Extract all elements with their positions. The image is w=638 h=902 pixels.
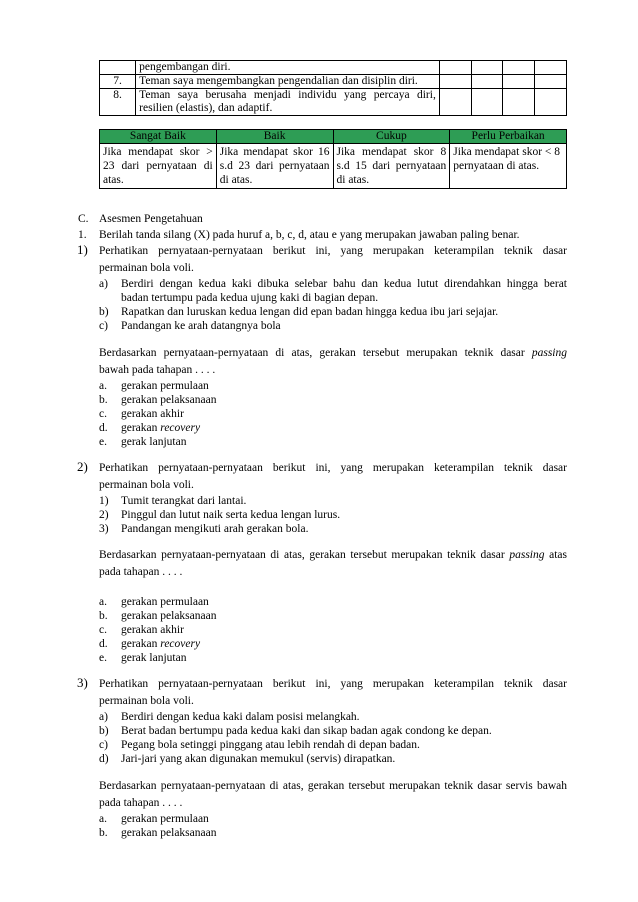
option-text: gerakan pelaksanaan bbox=[121, 610, 217, 622]
option-text: gerakan recovery bbox=[121, 422, 201, 434]
rubric-cell: Jika mendapat skor > 23 dari pernyataan di atas. bbox=[100, 144, 217, 189]
statement-text: Berat badan bertumpu pada kedua kaki dan sikap badan agak condong ke depan. bbox=[121, 725, 492, 737]
question-stem: Perhatikan pernyataan-pernyataan berikut ini, yang merupakan keterampilan teknik dasar bbox=[99, 678, 567, 690]
option-text: gerakan permulaan bbox=[121, 596, 209, 608]
statement-text-cont: badan tertumpu pada kedua ujung kaki di bagian depan. bbox=[121, 292, 379, 304]
row-number bbox=[100, 61, 136, 75]
table-row bbox=[100, 75, 567, 89]
table-row bbox=[100, 89, 567, 116]
option-text: gerak lanjutan bbox=[121, 436, 187, 448]
instruction-number: 1. bbox=[78, 229, 87, 241]
question-prompt: Berdasarkan pernyataan-pernyataan di atas, gerakan tersebut merupakan teknik dasar servis bawah bbox=[99, 780, 567, 792]
option-label: e. bbox=[99, 436, 107, 448]
option-text: gerak lanjutan bbox=[121, 652, 187, 664]
option-label: c. bbox=[99, 624, 107, 636]
rubric-cell: Jika mendapat skor 16 s.d 23 dari pernyataan di atas. bbox=[216, 144, 333, 189]
option-label: b. bbox=[99, 610, 108, 622]
statement-text: Rapatkan dan luruskan kedua lengan did epan badan hingga kedua ibu jari sejajar. bbox=[121, 306, 499, 318]
statement-text: Pandangan ke arah datangnya bola bbox=[121, 320, 281, 332]
statement-label: 1) bbox=[99, 495, 109, 507]
question-number: 2) bbox=[77, 459, 88, 474]
row-statement: pengembangan diri. bbox=[136, 61, 440, 75]
rubric-row bbox=[100, 144, 567, 189]
option-label: d. bbox=[99, 422, 108, 434]
question-number: 3) bbox=[77, 675, 88, 690]
question-number: 1) bbox=[77, 242, 88, 257]
option-text: gerakan recovery bbox=[121, 638, 201, 650]
statement-text: Pandangan mengikuti arah gerakan bola. bbox=[121, 523, 309, 535]
statement-label: d) bbox=[99, 753, 109, 765]
table-row bbox=[100, 61, 567, 75]
statement-text: Berdiri dengan kedua kaki dalam posisi melangkah. bbox=[121, 711, 360, 723]
option-label: a. bbox=[99, 813, 107, 825]
option-text: gerakan permulaan bbox=[121, 813, 209, 825]
question-prompt-cont: pada tahapan . . . . bbox=[99, 566, 183, 578]
rubric-cell: Jika mendapat skor 8 s.d 15 dari pernyataan di atas. bbox=[333, 144, 450, 189]
rubric-header: Baik bbox=[216, 130, 333, 144]
statement-label: c) bbox=[99, 739, 108, 751]
peer-assessment-table bbox=[99, 60, 567, 116]
rubric-header: Perlu Perbaikan bbox=[450, 130, 567, 144]
question-prompt: Berdasarkan pernyataan-pernyataan di atas, gerakan tersebut merupakan teknik dasar passing bbox=[99, 347, 568, 359]
question-prompt-cont: bawah pada tahapan . . . . bbox=[99, 364, 216, 376]
rubric-cell: Jika mendapat skor < 8 pernyataan di atas. bbox=[450, 144, 567, 189]
rubric-table bbox=[99, 129, 567, 189]
statement-label: b) bbox=[99, 725, 109, 737]
section-label: C. bbox=[78, 213, 89, 225]
row-number: 7. bbox=[100, 75, 136, 89]
question-stem-cont: permainan bola voli. bbox=[99, 262, 194, 274]
question-prompt: Berdasarkan pernyataan-pernyataan di atas, gerakan tersebut merupakan teknik dasar passing atas bbox=[99, 549, 568, 561]
option-text: gerakan permulaan bbox=[121, 380, 209, 392]
statement-label: c) bbox=[99, 320, 108, 332]
option-label: d. bbox=[99, 638, 108, 650]
question-stem: Perhatikan pernyataan-pernyataan berikut ini, yang merupakan keterampilan teknik dasar bbox=[99, 462, 567, 474]
option-label: b. bbox=[99, 827, 108, 839]
question-stem-cont: permainan bola voli. bbox=[99, 479, 194, 491]
statement-label: a) bbox=[99, 711, 108, 723]
option-text: gerakan pelaksanaan bbox=[121, 827, 217, 839]
rubric-header: Cukup bbox=[333, 130, 450, 144]
statement-label: b) bbox=[99, 306, 109, 318]
question-stem-cont: permainan bola voli. bbox=[99, 695, 194, 707]
statement-text: Berdiri dengan kedua kaki dibuka selebar bahu dan kedua lutut direndahkan hingga berat bbox=[121, 278, 567, 290]
statement-label: 3) bbox=[99, 523, 109, 535]
row-statement: Teman saya berusaha menjadi individu yang percaya diri, resilien (elastis), dan adaptif. bbox=[136, 89, 440, 116]
statement-label: a) bbox=[99, 278, 108, 290]
section-title: Asesmen Pengetahuan bbox=[99, 213, 203, 225]
statement-text: Pinggul dan lutut naik serta kedua lengan lurus. bbox=[121, 509, 341, 521]
question-prompt-cont: pada tahapan . . . . bbox=[99, 797, 183, 809]
option-text: gerakan akhir bbox=[121, 408, 184, 420]
option-label: c. bbox=[99, 408, 107, 420]
statement-label: 2) bbox=[99, 509, 109, 521]
statement-text: Jari-jari yang akan digunakan memukul (servis) dirapatkan. bbox=[121, 753, 396, 765]
option-label: e. bbox=[99, 652, 107, 664]
option-text: gerakan akhir bbox=[121, 624, 184, 636]
option-label: b. bbox=[99, 394, 108, 406]
row-number: 8. bbox=[100, 89, 136, 116]
question-stem: Perhatikan pernyataan-pernyataan berikut ini, yang merupakan keterampilan teknik dasar bbox=[99, 245, 567, 257]
instruction-text: Berilah tanda silang (X) pada huruf a, b, c, d, atau e yang merupakan jawaban paling benar. bbox=[99, 229, 520, 241]
option-text: gerakan pelaksanaan bbox=[121, 394, 217, 406]
statement-text: Pegang bola setinggi pinggang atau lebih rendah di depan badan. bbox=[121, 739, 420, 751]
row-statement: Teman saya mengembangkan pengendalian dan disiplin diri. bbox=[136, 75, 440, 89]
option-label: a. bbox=[99, 596, 107, 608]
rubric-header-row bbox=[100, 130, 567, 144]
option-label: a. bbox=[99, 380, 107, 392]
rubric-header: Sangat Baik bbox=[100, 130, 217, 144]
statement-text: Tumit terangkat dari lantai. bbox=[121, 495, 247, 507]
